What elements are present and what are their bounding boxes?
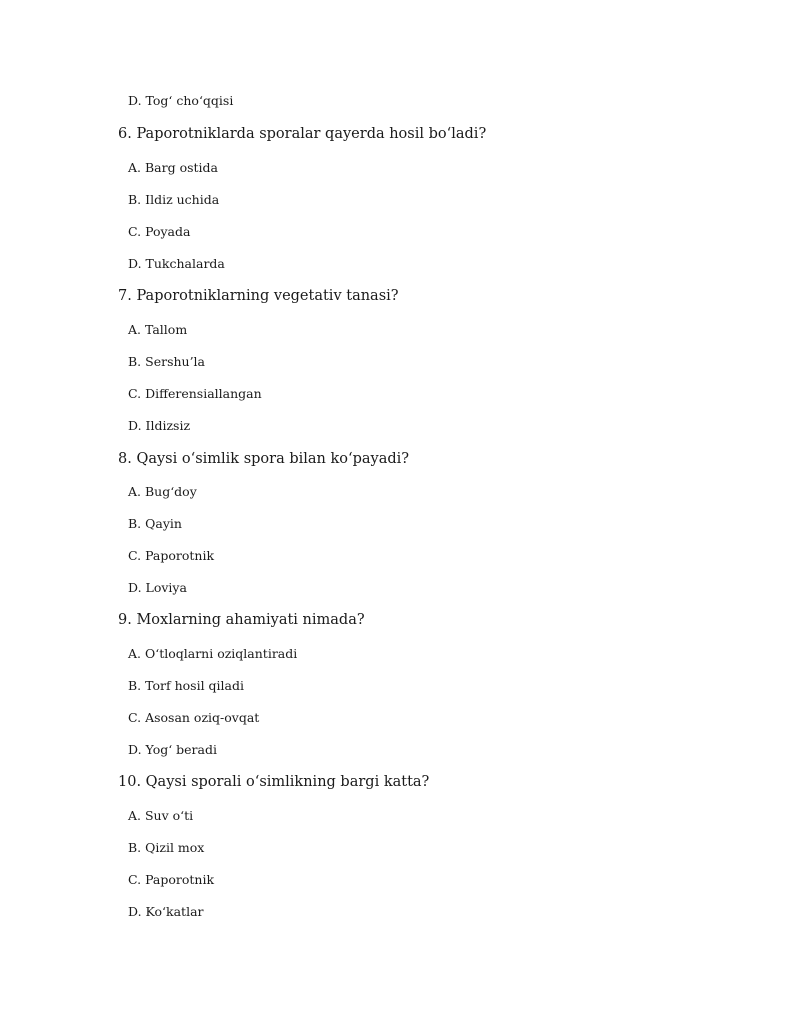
question-7: 7. Paporotniklarning vegetativ tanasi? bbox=[118, 288, 399, 304]
question-10: 10. Qaysi sporali o‘simlikning bargi katta? bbox=[118, 774, 430, 790]
question-10-option-a: A. Suv o‘ti bbox=[128, 808, 194, 823]
question-8-option-b: B. Qayin bbox=[128, 516, 182, 531]
question-8-option-d: D. Loviya bbox=[128, 580, 187, 595]
carryover-option: D. Tog‘ cho‘qqisi bbox=[128, 93, 234, 108]
question-10-option-b: B. Qizil mox bbox=[128, 840, 205, 855]
question-9-option-c: C. Asosan oziq-ovqat bbox=[128, 710, 260, 725]
question-7-option-d: D. Ildizsiz bbox=[128, 418, 191, 433]
question-6-option-c: C. Poyada bbox=[128, 224, 191, 239]
question-6-option-b: B. Ildiz uchida bbox=[128, 192, 220, 207]
question-6-option-a: A. Barg ostida bbox=[128, 160, 218, 175]
question-10-option-d: D. Ko‘katlar bbox=[128, 904, 204, 919]
question-6-option-d: D. Tukchalarda bbox=[128, 256, 225, 271]
question-7-option-b: B. Sershu’la bbox=[128, 354, 206, 369]
question-8-option-c: C. Paporotnik bbox=[128, 548, 215, 563]
question-9-option-d: D. Yog‘ beradi bbox=[128, 742, 217, 757]
question-9-option-a: A. O‘tloqlarni oziqlantiradi bbox=[128, 646, 298, 661]
question-6: 6. Paporotniklarda sporalar qayerda hosil bo‘ladi? bbox=[118, 126, 487, 142]
question-10-option-c: C. Paporotnik bbox=[128, 872, 215, 887]
question-7-option-c: C. Differensiallangan bbox=[128, 386, 262, 401]
question-8-option-a: A. Bug‘doy bbox=[128, 484, 197, 499]
question-8: 8. Qaysi o‘simlik spora bilan ko‘payadi? bbox=[118, 451, 410, 467]
question-9-option-b: B. Torf hosil qiladi bbox=[128, 678, 245, 693]
question-9: 9. Moxlarning ahamiyati nimada? bbox=[118, 612, 365, 628]
question-7-option-a: A. Tallom bbox=[128, 322, 188, 337]
